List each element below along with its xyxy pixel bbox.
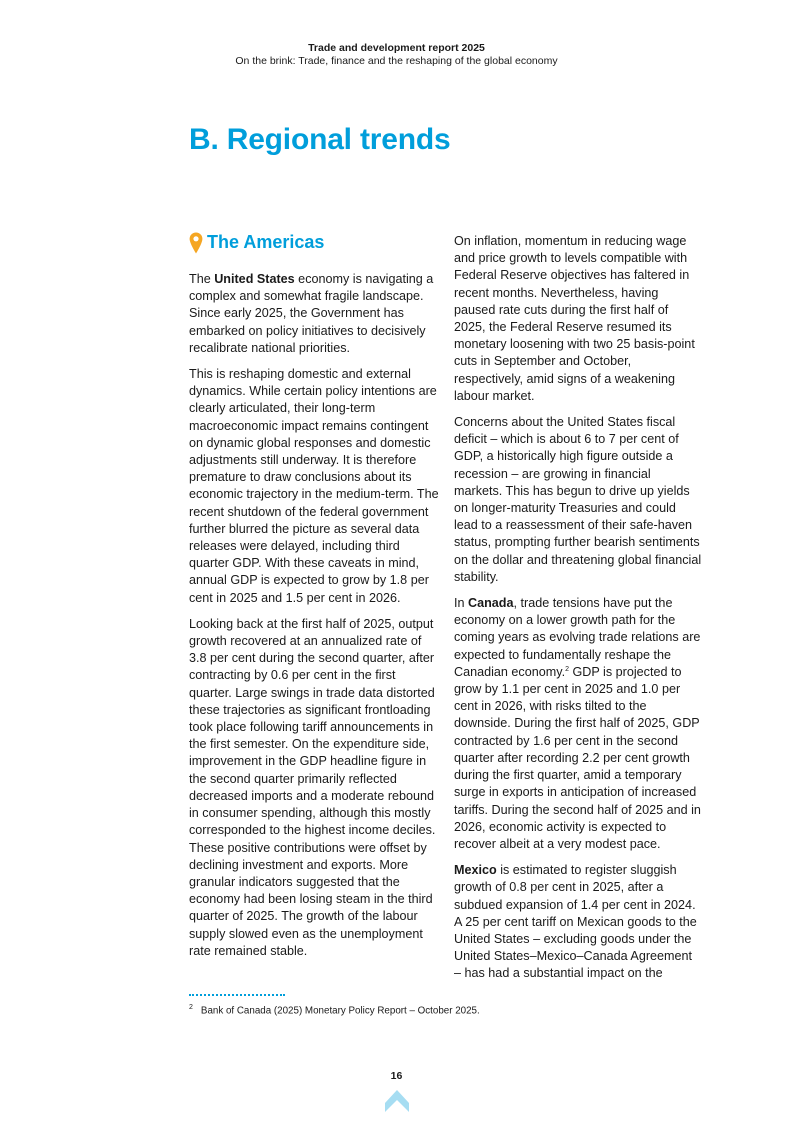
paragraph: On inflation, momentum in reducing wage and price growth to levels compatible with Federal Reserve objectives has faltered in recent months. Nevertheless, having paused rate cuts during the first half of 2025, the Federal Reserve resumed its monetary loosening with two 25 basis-point cuts in September and October, respectively, amid signs of a weakening labour market. (454, 234, 695, 403)
report-title: Trade and development report 2025 (308, 42, 485, 54)
paragraph-united-states: The United States economy is navigating a complex and somewhat fragile landscape. Since early 2025, the Government has embarked on policy initiatives to decisively recalibrate national priorities. (189, 272, 434, 355)
footnote-reference[interactable]: 2 (565, 665, 569, 673)
left-column (189, 229, 439, 969)
footnote-text: Bank of Canada (2025) Monetary Policy Report – October 2025. (200, 1005, 480, 1017)
footnote-number: 2 (189, 1004, 193, 1011)
running-header (0, 42, 793, 68)
paragraph: This is reshaping domestic and external dynamics. While certain policy intentions are clearly articulated, their long-term macroeconomic impact remains contingent on dynamic global responses and domestic adjustments still underway. It is therefore premature to draw conclusions about its economic trajectory in the medium-term. The recent shutdown of the federal government further blurred the picture as several data releases were delayed, including third quarter GDP. With these caveats in mind, annual GDP is expected to grow by 1.8 per cent in 2025 and 1.5 per cent in 2026. (189, 367, 439, 605)
footnote (189, 1002, 480, 1017)
right-column (454, 233, 702, 992)
bold-term: Canada (468, 596, 514, 611)
report-subtitle: On the brink: Trade, finance and the reshaping of the global economy (235, 55, 558, 67)
paragraph-mexico: Mexico is estimated to register sluggish growth of 0.8 per cent in 2025, after a subdued expansion of 1.4 per cent in 2024. A 25 per cent tariff on Mexican goods to the United States – excluding goods under the United States–Mexico–Canada Agreement – has had a substantial impact on the (454, 863, 697, 981)
paragraph: Concerns about the United States fiscal deficit – which is about 6 to 7 per cent of GDP, a historically high figure outside a recession – are growing in financial markets. This has begun to drive up yields on longer-maturity Treasuries and could lead to a reassessment of their safe-haven status, prompting further bearish sentiments on the dollar and threatening global financial stability. (454, 415, 702, 584)
subsection-heading (189, 229, 439, 257)
paragraph-canada: In Canada, trade tensions have put the economy on a lower growth path for the coming years as evolving trade relations are expected to fundamentally reshape the Canadian economy.$^2$ GDP is projected to grow by 1.1 per cent in 2025 and 1.0 per cent in 2026, with risks tilted to the downside. During the first half of 2025, GDP contracted by 1.6 per cent in the second quarter after recording 2.2 per cent growth during the first quarter, amid a temporary surge in exports in anticipation of increased tariffs. During the second half of 2025 and in 2026, economic activity is expected to recover albeit at a very modest pace. (454, 596, 701, 851)
paragraph: Looking back at the first half of 2025, output growth recovered at an annualized rate of 3.8 per cent during the second quarter, after contracting by 0.6 per cent in the first quarter. Large swings in trade data distorted these trajectories as significant frontloading took place following tariff announcements in the first semester. On the expenditure side, improvement in the GDP headline figure in the second quarter primarily reflected decreased imports and a moderate rebound in consumer spending, although this mostly corresponded to the highest income deciles. These positive contributions were offset by declining investment and exports. More granular indicators suggested that the economy had been losing steam in the third quarter of 2025. The growth of the labour supply slowed even as the unemployment rate remained stable. (189, 616, 436, 958)
section-title: B. Regional trends (189, 123, 451, 156)
footnote-divider (189, 994, 285, 996)
chevron-up-icon[interactable] (384, 1089, 410, 1113)
bold-term: Mexico (454, 863, 497, 878)
location-pin-icon (189, 232, 203, 254)
bold-term: United States (214, 272, 295, 286)
page-number: 16 (390, 1070, 403, 1082)
subsection-title: The Americas (207, 232, 325, 253)
